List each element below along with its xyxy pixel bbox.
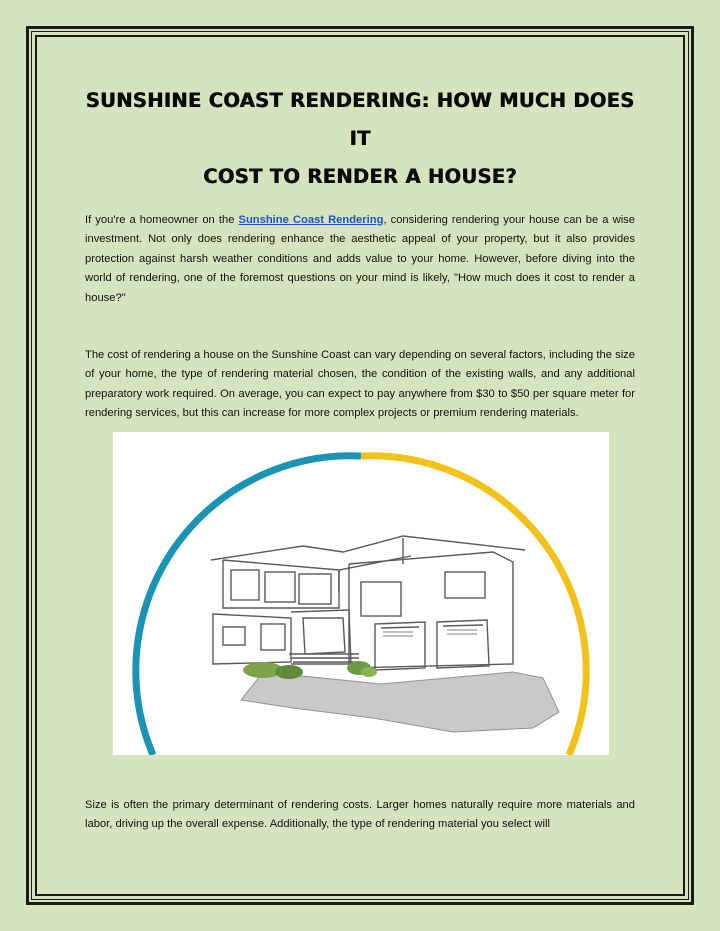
garage-upper-window-1 bbox=[361, 582, 401, 616]
article bbox=[85, 82, 635, 831]
article-title bbox=[85, 82, 635, 196]
title-line-1: SUNSHINE COAST RENDERING: HOW MUCH DOES IT bbox=[85, 89, 635, 150]
sunshine-coast-rendering-link[interactable]: Sunshine Coast Rendering bbox=[238, 214, 384, 226]
garage-upper-window-2 bbox=[445, 572, 485, 598]
house-illustration bbox=[113, 432, 609, 755]
upper-window-1 bbox=[231, 570, 259, 600]
intro-text-after-link: , considering rendering your house can be a wise investment. Not only does rendering enhance the aesthetic appeal of your property, but it also provides protection against harsh weather conditions and adds value to your home. However, before diving into the world of rendering, one of the foremost questions on your mind is likely, "How much does it cost to render a house?" bbox=[85, 214, 635, 304]
upper-roof bbox=[211, 536, 525, 560]
upper-floor-wall bbox=[223, 560, 339, 608]
cost-paragraph: The cost of rendering a house on the Sunshine Coast can vary depending on several factors, including the size of your home, the type of rendering material chosen, the condition of the existing walls, and any additional preparatory work required. On average, you can expect to pay anywhere from $30 to $50 per square meter for rendering services, but this can increase for more complex projects or premium rendering materials. bbox=[85, 349, 635, 420]
garage-door-left bbox=[375, 622, 425, 670]
bush-2 bbox=[275, 665, 303, 679]
garage-door-right bbox=[437, 620, 489, 668]
title-line-2: COST TO RENDER A HOUSE? bbox=[203, 165, 517, 188]
bush-4 bbox=[361, 667, 377, 677]
house-illustration-svg bbox=[113, 432, 609, 755]
size-paragraph: Size is often the primary determinant of rendering costs. Larger homes naturally require more materials and labor, driving up the overall expense. Additionally, the type of rendering material you select will bbox=[85, 799, 635, 831]
lower-window-center bbox=[261, 624, 285, 650]
driveway bbox=[241, 672, 559, 732]
lower-window-left bbox=[223, 627, 245, 645]
upper-window-2 bbox=[265, 572, 295, 602]
garage-door-lines bbox=[383, 630, 477, 636]
upper-window-3 bbox=[299, 574, 331, 604]
intro-paragraph bbox=[85, 211, 635, 308]
roof-edge bbox=[223, 556, 411, 570]
house bbox=[211, 536, 525, 670]
lower-left-wall bbox=[213, 614, 291, 664]
intro-text-before-link: If you're a homeowner on the bbox=[85, 214, 239, 226]
entry-door bbox=[303, 618, 345, 654]
garage-door-trim bbox=[381, 625, 483, 628]
